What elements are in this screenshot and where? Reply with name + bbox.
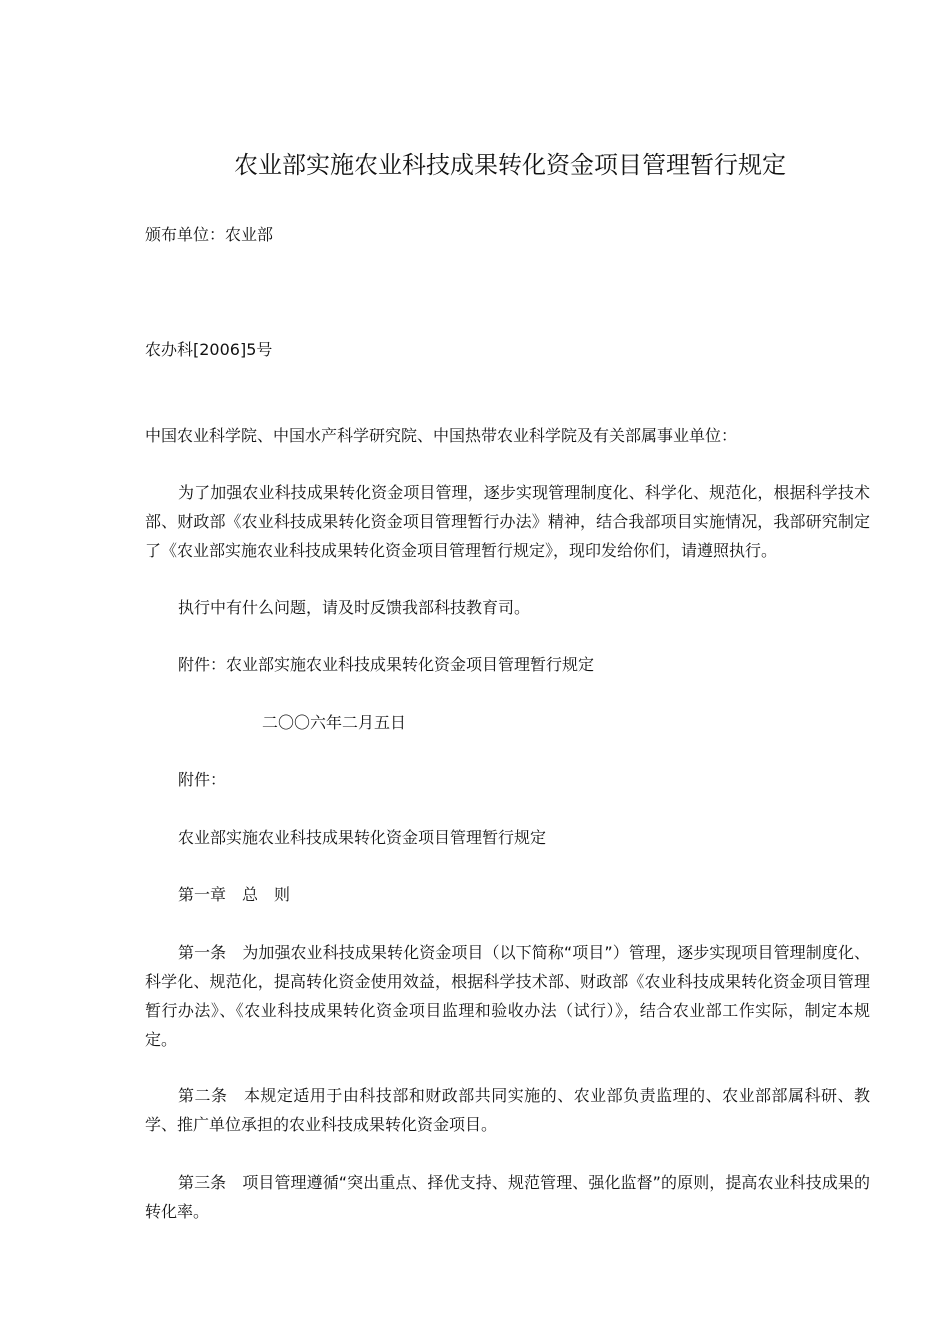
feedback-line: 执行中有什么问题，请及时反馈我部科技教育司。 [178, 598, 531, 617]
document-number: 农办科[2006]5号 [145, 340, 273, 359]
attachment-title: 农业部实施农业科技成果转化资金项目管理暂行规定 [178, 828, 547, 847]
chapter-heading: 第一章 总 则 [178, 885, 291, 904]
issuer-line: 颁布单位：农业部 [145, 225, 274, 244]
article-2: 第二条 本规定适用于由科技部和财政部共同实施的、农业部负责监理的、农业部部属科研、教学、推广单位承担的农业科技成果转化资金项目。 [145, 1086, 870, 1134]
date-line: 二〇〇六年二月五日 [262, 713, 407, 732]
article-1: 第一条 为加强农业科技成果转化资金项目（以下简称“项目”）管理，逐步实现项目管理制度化、科学化、规范化，提高转化资金使用效益，根据科学技术部、财政部《农业科技成果转化资金项目管理暂行办法》、《农业科技成果转化资金项目监理和验收办法（试行）》，结合农业部工作实际，制定本规定。 [145, 943, 870, 1049]
document-title: 农业部实施农业科技成果转化资金项目管理暂行规定 [234, 151, 786, 179]
attachment-line: 附件：农业部实施农业科技成果转化资金项目管理暂行规定 [178, 655, 595, 674]
addressee-line: 中国农业科学院、中国水产科学研究院、中国热带农业科学院及有关部属事业单位： [145, 426, 738, 445]
attachment-label: 附件： [178, 770, 227, 789]
article-3: 第三条 项目管理遵循“突出重点、择优支持、规范管理、强化监督”的原则，提高农业科技成果的转化率。 [145, 1173, 870, 1221]
intro-paragraph: 为了加强农业科技成果转化资金项目管理，逐步实现管理制度化、科学化、规范化，根据科学技术部、财政部《农业科技成果转化资金项目管理暂行办法》精神，结合我部项目实施情况，我部研究制定了《农业部实施农业科技成果转化资金项目管理暂行规定》，现印发给你们，请遵照执行。 [145, 483, 870, 560]
